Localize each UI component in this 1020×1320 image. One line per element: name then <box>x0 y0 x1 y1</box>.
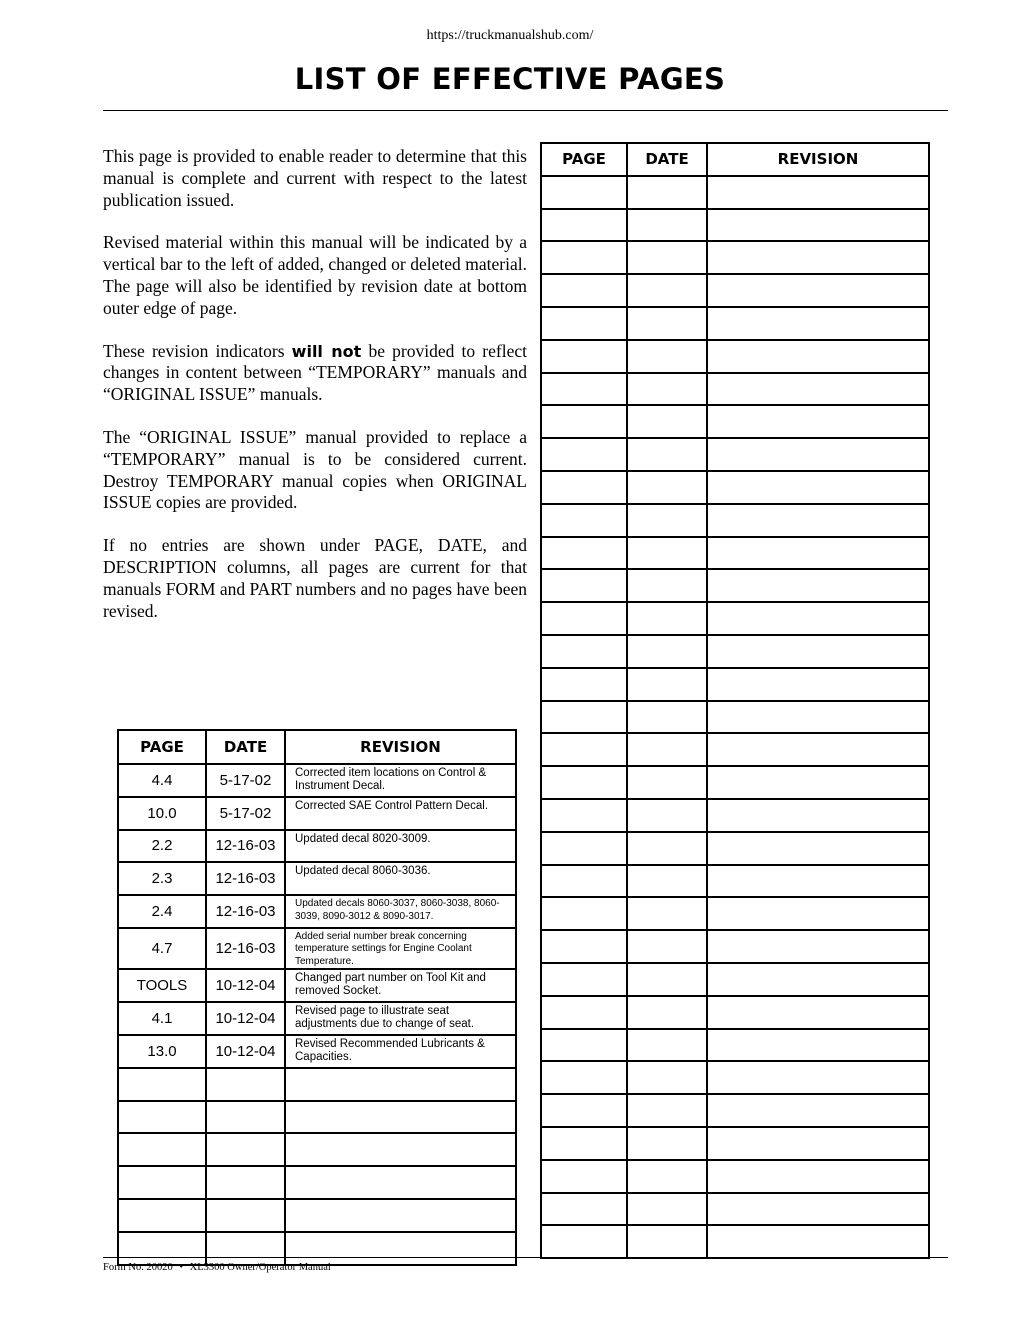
date-column-header: DATE <box>206 730 285 764</box>
page-title: LIST OF EFFECTIVE PAGES <box>294 62 726 96</box>
date-cell <box>206 1133 285 1166</box>
date-cell <box>627 405 707 438</box>
revision-cell: Revised Recommended Lubricants & Capacities. <box>285 1035 516 1068</box>
revision-cell: Updated decal 8060-3036. <box>285 862 516 895</box>
date-cell <box>627 176 707 209</box>
intro-paragraph-2: Revised material within this manual will be indicated by a vertical bar to the left of added, changed or deleted material. The page will also be identified by revision date at bottom outer edge of page. <box>103 232 527 318</box>
page-cell <box>541 1225 627 1258</box>
table-row <box>541 569 929 602</box>
date-cell <box>627 963 707 996</box>
page-cell <box>541 897 627 930</box>
revision-cell <box>707 832 929 865</box>
date-cell <box>627 1094 707 1127</box>
revision-cell <box>707 930 929 963</box>
table-row <box>541 209 929 242</box>
revision-cell <box>707 537 929 570</box>
table-row <box>541 438 929 471</box>
revision-cell <box>707 865 929 898</box>
page-cell <box>541 832 627 865</box>
intro-paragraph-4: The “ORIGINAL ISSUE” manual provided to replace a “TEMPORARY” manual is to be considered current. Destroy TEMPORARY manual copies when ORIGINAL ISSUE copies are provided. <box>103 426 527 513</box>
revision-cell <box>707 274 929 307</box>
will-not-emphasis: will not <box>291 341 362 361</box>
revision-cell <box>707 176 929 209</box>
table-row <box>541 766 929 799</box>
revision-cell <box>707 438 929 471</box>
date-cell: 5-17-02 <box>206 797 285 830</box>
table-row <box>541 668 929 701</box>
date-cell <box>627 602 707 635</box>
revision-cell <box>707 1160 929 1193</box>
page-cell <box>541 602 627 635</box>
revision-cell <box>707 1061 929 1094</box>
revision-cell <box>707 602 929 635</box>
table-row <box>541 176 929 209</box>
table-row <box>541 405 929 438</box>
revision-cell <box>707 733 929 766</box>
date-cell: 12-16-03 <box>206 928 285 970</box>
page-cell <box>541 176 627 209</box>
page-cell <box>541 1160 627 1193</box>
revision-cell <box>707 766 929 799</box>
revision-cell <box>707 569 929 602</box>
page-cell <box>541 635 627 668</box>
date-cell <box>627 471 707 504</box>
page-column-header: PAGE <box>118 730 206 764</box>
manual-name: XL3300 Owner/Operator Manual <box>189 1262 331 1273</box>
table-row <box>118 1101 516 1134</box>
date-cell <box>627 832 707 865</box>
date-cell <box>627 1160 707 1193</box>
page-cell <box>541 1029 627 1062</box>
page-cell: 4.7 <box>118 928 206 970</box>
date-cell <box>206 1166 285 1199</box>
page-cell <box>541 373 627 406</box>
intro-paragraph-3-end: be provided to reflect changes in content between “TEMPORARY” manuals and “ORIGINAL ISSUE” manuals. <box>103 340 527 405</box>
date-cell <box>627 307 707 340</box>
table-row <box>118 862 516 895</box>
date-cell <box>627 340 707 373</box>
table-row <box>541 274 929 307</box>
date-cell <box>627 373 707 406</box>
table-row <box>118 1166 516 1199</box>
page-cell: 13.0 <box>118 1035 206 1068</box>
revision-cell <box>707 635 929 668</box>
page-cell <box>118 1232 206 1265</box>
footer-bullet: • <box>179 1262 184 1273</box>
page-cell: 4.4 <box>118 764 206 797</box>
table-row <box>541 1029 929 1062</box>
date-cell: 12-16-03 <box>206 895 285 928</box>
revision-cell <box>285 1166 516 1199</box>
table-row <box>541 799 929 832</box>
table-row <box>541 1160 929 1193</box>
date-cell <box>627 209 707 242</box>
revision-cell: Updated decals 8060-3037, 8060-3038, 8060-3039, 8090-3012 & 8090-3017. <box>285 895 516 928</box>
table-row <box>541 930 929 963</box>
date-cell <box>206 1101 285 1134</box>
date-cell <box>627 1127 707 1160</box>
page-cell <box>541 209 627 242</box>
page-cell <box>541 537 627 570</box>
revision-cell <box>707 897 929 930</box>
intro-text <box>103 146 527 643</box>
page-cell <box>541 504 627 537</box>
page-cell <box>541 701 627 734</box>
table-row <box>541 307 929 340</box>
table-row <box>541 635 929 668</box>
date-cell <box>627 569 707 602</box>
table-row <box>118 969 516 1002</box>
date-cell <box>627 897 707 930</box>
page-cell <box>541 1127 627 1160</box>
source-url: https://truckmanualshub.com/ <box>426 28 594 43</box>
table-row <box>118 797 516 830</box>
date-cell <box>206 1232 285 1265</box>
footer <box>103 1262 331 1273</box>
table-row <box>541 602 929 635</box>
revision-cell <box>707 373 929 406</box>
revision-cell <box>707 1127 929 1160</box>
table-row <box>118 1199 516 1232</box>
revision-cell <box>285 1199 516 1232</box>
page-cell: 10.0 <box>118 797 206 830</box>
table-row <box>118 764 516 797</box>
date-cell <box>206 1068 285 1101</box>
date-cell: 5-17-02 <box>206 764 285 797</box>
table-row <box>541 373 929 406</box>
table-row <box>541 1061 929 1094</box>
table-row <box>541 832 929 865</box>
page-cell <box>118 1199 206 1232</box>
page-cell: 2.4 <box>118 895 206 928</box>
page-cell <box>118 1101 206 1134</box>
date-cell <box>627 537 707 570</box>
table-row <box>118 1232 516 1265</box>
date-cell: 10-12-04 <box>206 1002 285 1035</box>
page-cell: 2.2 <box>118 830 206 863</box>
revision-cell <box>707 701 929 734</box>
date-column-header: DATE <box>627 143 707 176</box>
page-cell <box>541 1094 627 1127</box>
table-row <box>118 1068 516 1101</box>
date-cell <box>627 996 707 1029</box>
revision-column-header: REVISION <box>707 143 929 176</box>
page-cell <box>541 733 627 766</box>
date-cell: 10-12-04 <box>206 969 285 1002</box>
page-cell <box>118 1068 206 1101</box>
page-cell <box>541 405 627 438</box>
table-row <box>118 1133 516 1166</box>
page-cell: 4.1 <box>118 1002 206 1035</box>
date-cell <box>627 504 707 537</box>
page-cell <box>118 1133 206 1166</box>
page-cell <box>541 766 627 799</box>
revision-cell: Updated decal 8020-3009. <box>285 830 516 863</box>
revision-cell: Corrected item locations on Control & Instrument Decal. <box>285 764 516 797</box>
revision-cell: Corrected SAE Control Pattern Decal. <box>285 797 516 830</box>
revision-column-header: REVISION <box>285 730 516 764</box>
date-cell <box>627 1061 707 1094</box>
revision-cell: Added serial number break concerning temperature settings for Engine Coolant Temperature. <box>285 928 516 970</box>
table-row <box>118 895 516 928</box>
table-row <box>541 504 929 537</box>
page-cell <box>541 274 627 307</box>
date-cell: 10-12-04 <box>206 1035 285 1068</box>
page-cell <box>541 438 627 471</box>
page-cell <box>541 930 627 963</box>
table-row <box>541 1127 929 1160</box>
revision-cell <box>707 405 929 438</box>
page-column-header: PAGE <box>541 143 627 176</box>
revision-cell <box>285 1232 516 1265</box>
table-row <box>541 996 929 1029</box>
table-row <box>541 1094 929 1127</box>
revision-cell <box>707 1029 929 1062</box>
table-row <box>541 1225 929 1258</box>
page-cell <box>541 340 627 373</box>
table-row <box>541 701 929 734</box>
revision-table <box>117 729 517 1266</box>
revision-cell <box>707 471 929 504</box>
table-row <box>541 963 929 996</box>
date-cell <box>627 865 707 898</box>
page-cell <box>541 1193 627 1226</box>
date-cell <box>627 1193 707 1226</box>
date-cell <box>627 930 707 963</box>
table-row <box>541 733 929 766</box>
date-cell <box>627 799 707 832</box>
date-cell <box>627 1225 707 1258</box>
date-cell <box>627 733 707 766</box>
table-row <box>118 1035 516 1068</box>
date-cell <box>627 241 707 274</box>
revision-cell <box>707 1094 929 1127</box>
revision-cell <box>707 209 929 242</box>
header-divider <box>103 110 948 111</box>
table-row <box>541 1193 929 1226</box>
date-cell <box>627 438 707 471</box>
page-cell: TOOLS <box>118 969 206 1002</box>
page-cell <box>541 799 627 832</box>
revision-cell <box>707 668 929 701</box>
revision-cell <box>707 307 929 340</box>
page-cell <box>541 569 627 602</box>
page-cell <box>541 1061 627 1094</box>
table-row <box>541 340 929 373</box>
page-cell: 2.3 <box>118 862 206 895</box>
intro-paragraph-3 <box>103 341 527 406</box>
date-cell <box>627 701 707 734</box>
revision-cell: Revised page to illustrate seat adjustments due to change of seat. <box>285 1002 516 1035</box>
table-row <box>541 471 929 504</box>
date-cell: 12-16-03 <box>206 830 285 863</box>
blank-revision-table <box>540 142 930 1259</box>
page-cell <box>541 996 627 1029</box>
intro-paragraph-1: This page is provided to enable reader to determine that this manual is complete and current with respect to the latest publication issued. <box>103 146 527 210</box>
page-cell <box>118 1166 206 1199</box>
footer-divider <box>103 1257 948 1258</box>
page-cell <box>541 307 627 340</box>
date-cell <box>627 274 707 307</box>
table-row <box>118 830 516 863</box>
revision-cell <box>707 799 929 832</box>
table-row <box>541 241 929 274</box>
date-cell <box>627 1029 707 1062</box>
page-cell <box>541 668 627 701</box>
table-row <box>541 897 929 930</box>
intro-paragraph-5: If no entries are shown under PAGE, DATE, and DESCRIPTION columns, all pages are current for that manuals FORM and PART numbers and no pages have been revised. <box>103 535 527 621</box>
table-row <box>541 537 929 570</box>
revision-cell: Changed part number on Tool Kit and removed Socket. <box>285 969 516 1002</box>
revision-cell <box>285 1068 516 1101</box>
date-cell <box>206 1199 285 1232</box>
revision-cell <box>707 340 929 373</box>
revision-cell <box>707 1225 929 1258</box>
date-cell: 12-16-03 <box>206 862 285 895</box>
blank-table-header <box>541 143 929 176</box>
revision-cell <box>707 504 929 537</box>
date-cell <box>627 766 707 799</box>
revision-cell <box>707 241 929 274</box>
revision-cell <box>707 1193 929 1226</box>
intro-paragraph-3-start: These revision indicators <box>103 340 292 361</box>
date-cell <box>627 668 707 701</box>
table-row <box>541 865 929 898</box>
page-cell <box>541 963 627 996</box>
revision-cell <box>707 963 929 996</box>
table-row <box>118 1002 516 1035</box>
page-cell <box>541 865 627 898</box>
revision-cell <box>285 1101 516 1134</box>
page-cell <box>541 471 627 504</box>
date-cell <box>627 635 707 668</box>
page-cell <box>541 241 627 274</box>
revision-cell <box>285 1133 516 1166</box>
revision-cell <box>707 996 929 1029</box>
form-number: Form No. 20020 <box>103 1262 173 1273</box>
revision-table-header <box>118 730 516 764</box>
table-row <box>118 928 516 970</box>
